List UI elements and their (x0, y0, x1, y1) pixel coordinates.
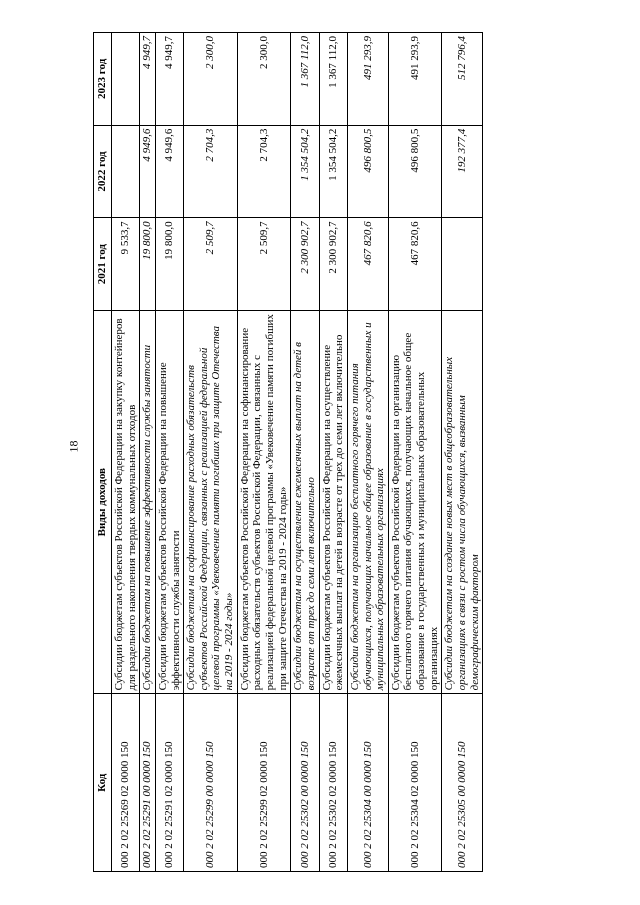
row-value-2023: 2 300,0 (237, 33, 291, 126)
row-value-2021: 467 820,6 (347, 218, 388, 311)
table-row (140, 33, 156, 872)
row-value-2022: 1 354 504,2 (319, 125, 347, 218)
row-value-2023: 4 949,7 (155, 33, 183, 126)
row-code: 000 2 02 25302 00 0000 150 (291, 694, 319, 872)
row-value-2022 (112, 125, 140, 218)
header-year-2022: 2022 год (94, 125, 112, 218)
row-value-2022: 1 354 504,2 (291, 125, 319, 218)
row-value-2021: 467 820,6 (388, 218, 442, 311)
row-value-2022: 496 800,5 (388, 125, 442, 218)
row-code: 000 2 02 25269 02 0000 150 (112, 694, 140, 872)
row-value-2023: 1 367 112,0 (291, 33, 319, 126)
row-code: 000 2 02 25305 00 0000 150 (442, 694, 483, 872)
table-row (291, 33, 319, 872)
row-revenue-type: Субсидии бюджетам субъектов Российской Федерации на повышение эффективности службы занятости (155, 310, 183, 693)
row-code: 000 2 02 25304 00 0000 150 (347, 694, 388, 872)
table-row (347, 33, 388, 872)
row-value-2022: 4 949,6 (140, 125, 156, 218)
header-year-2021: 2021 год (94, 218, 112, 311)
row-code: 000 2 02 25299 02 0000 150 (237, 694, 291, 872)
row-revenue-type: Субсидии бюджетам на создание новых мест в общеобразовательных организациях в связи с ростом числа обучающихся, вызванным демографическим фактором (442, 310, 483, 693)
row-code: 000 2 02 25302 02 0000 150 (319, 694, 347, 872)
row-revenue-type: Субсидии бюджетам субъектов Российской Федерации на организацию бесплатного горячего питания обучающихся, получающих начальное общее образование в государственных и муниципальных образовательных организациях (388, 310, 442, 693)
row-value-2022: 192 377,4 (442, 125, 483, 218)
table-row (184, 33, 238, 872)
row-value-2022: 496 800,5 (347, 125, 388, 218)
header-revenue-type: Виды доходов (94, 310, 112, 693)
row-revenue-type: Субсидии бюджетам на повышение эффективности службы занятости (140, 310, 156, 693)
rotated-table-container (93, 32, 633, 872)
row-value-2023: 2 300,0 (184, 33, 238, 126)
page-number: 18 (66, 440, 81, 453)
header-year-2023: 2023 год (94, 33, 112, 126)
row-value-2022: 2 704,3 (237, 125, 291, 218)
revenue-table (93, 32, 483, 872)
row-revenue-type: Субсидии бюджетам на софинансирование расходных обязательств субъектов Российской Федерации, связанных с реализацией федеральной целевой программы «Увековечение памяти погибших при защите Отечества на 2019 - 2024 годы» (184, 310, 238, 693)
row-value-2021: 2 509,7 (237, 218, 291, 311)
table-row (237, 33, 291, 872)
row-value-2023: 4 949,7 (140, 33, 156, 126)
row-value-2023: 491 293,9 (347, 33, 388, 126)
table-row (155, 33, 183, 872)
table-header-row (94, 33, 112, 872)
row-code: 000 2 02 25291 02 0000 150 (155, 694, 183, 872)
row-revenue-type: Субсидии бюджетам на организацию бесплатного горячего питания обучающихся, получающих начальное общее образование в государственных и муниципальных образовательных организациях (347, 310, 388, 693)
table-body (112, 33, 483, 872)
table-row (388, 33, 442, 872)
row-value-2021: 9 533,7 (112, 218, 140, 311)
row-code: 000 2 02 25299 00 0000 150 (184, 694, 238, 872)
row-value-2021: 19 800,0 (140, 218, 156, 311)
row-value-2021 (442, 218, 483, 311)
row-revenue-type: Субсидии бюджетам субъектов Российской Федерации на закупку контейнеров для раздельного накопления твердых коммунальных отходов (112, 310, 140, 693)
row-value-2023: 512 796,4 (442, 33, 483, 126)
row-value-2022: 4 949,6 (155, 125, 183, 218)
row-value-2021: 2 300 902,7 (291, 218, 319, 311)
header-code: Код (94, 694, 112, 872)
row-value-2023: 1 367 112,0 (319, 33, 347, 126)
row-revenue-type: Субсидии бюджетам субъектов Российской Федерации на софинансирование расходных обязательств субъектов Российской Федерации, связанных с реализацией федеральной целевой программы «Увековечение памяти погибших при защите Отечества на 2019 - 2024 годы» (237, 310, 291, 693)
row-revenue-type: Субсидии бюджетам субъектов Российской Федерации на осуществление ежемесячных выплат на детей в возрасте от трех до семи лет включительно (319, 310, 347, 693)
row-value-2021: 2 509,7 (184, 218, 238, 311)
row-value-2021: 19 800,0 (155, 218, 183, 311)
row-revenue-type: Субсидии бюджетам на осуществление ежемесячных выплат на детей в возрасте от трех до семи лет включительно (291, 310, 319, 693)
row-value-2023 (112, 33, 140, 126)
row-code: 000 2 02 25304 02 0000 150 (388, 694, 442, 872)
row-value-2022: 2 704,3 (184, 125, 238, 218)
table-row (319, 33, 347, 872)
table-row (442, 33, 483, 872)
table-row (112, 33, 140, 872)
row-value-2023: 491 293,9 (388, 33, 442, 126)
row-value-2021: 2 300 902,7 (319, 218, 347, 311)
row-code: 000 2 02 25291 00 0000 150 (140, 694, 156, 872)
